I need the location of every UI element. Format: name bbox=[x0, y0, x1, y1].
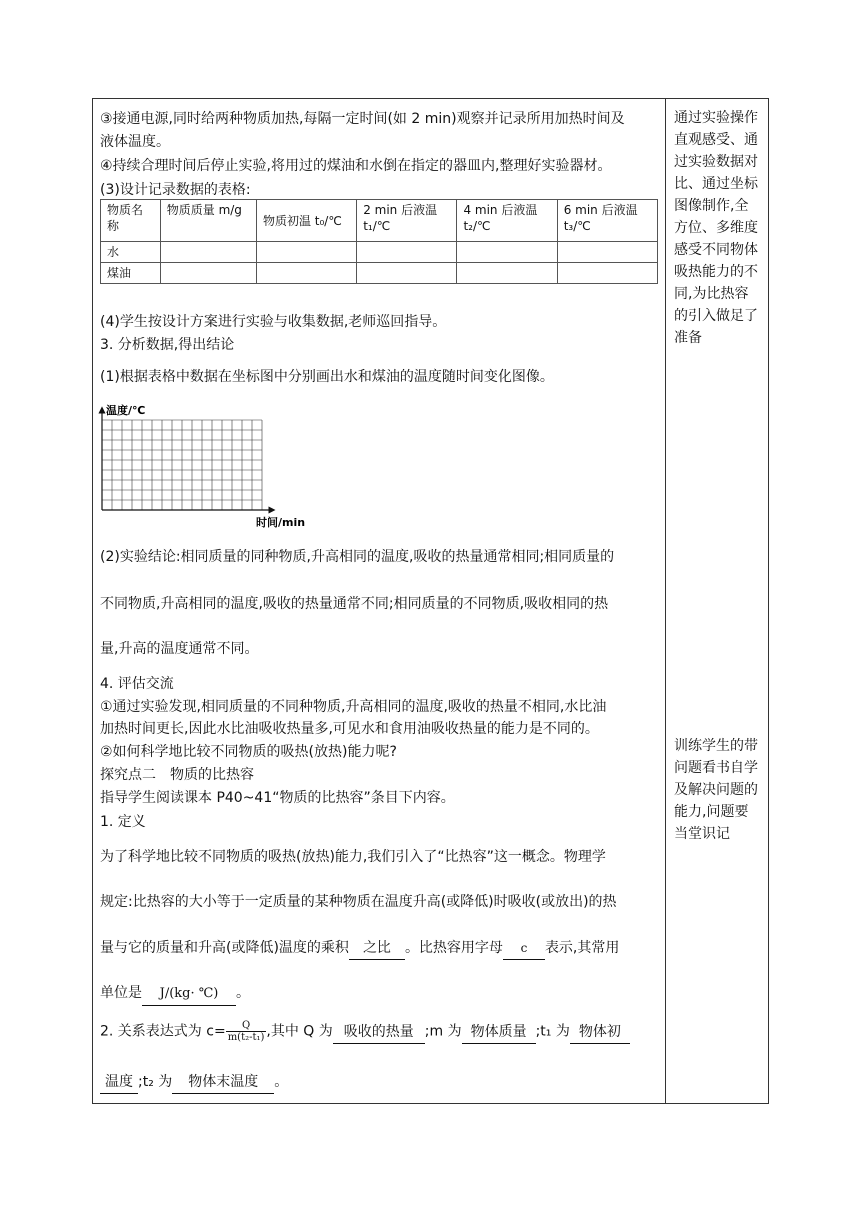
side-note-experiment: 通过实验操作直观感受、通过实验数据对比、通过坐标图像制作,全方位、多维度感受不同物体吸热能力的不同,为比热容的引入做足了准备 bbox=[674, 110, 758, 346]
header-substance: 物质名称 bbox=[101, 200, 161, 242]
conclusion-line1: (2)实验结论:相同质量的同种物质,升高相同的温度,吸收的热量通常相同;相同质量的 bbox=[100, 549, 615, 565]
graph-instruction: (1)根据表格中数据在坐标图中分别画出水和煤油的温度随时间变化图像。 bbox=[100, 369, 554, 385]
formula-line2: 温度 ;t₂ 为 物体末温度 。 bbox=[100, 1071, 288, 1094]
table-row bbox=[101, 263, 658, 284]
x-axis-label: 时间/min bbox=[256, 516, 306, 529]
answer-blank-q: 吸收的热量 bbox=[333, 1021, 425, 1044]
formula-fraction bbox=[226, 1020, 267, 1043]
definition-line4: 单位是 J/(kg· ℃) 。 bbox=[100, 982, 250, 1006]
header-mass: 物质质量 m/g bbox=[160, 200, 256, 242]
formula-line: 2. 关系表达式为 c= $\frac{Q}{\text{m(t₂-t₁)}}$ ,其中 Q 为 吸收的热量 ;m 为 物体质量 ;t₁ 为 物体初 bbox=[100, 1020, 630, 1044]
step3-line1: ③接通电源,同时给两种物质加热,每隔一定时间(如 2 min)观察并记录所用加热时间及 bbox=[100, 111, 625, 127]
header-initial-temp: 物质初温 t₀/℃ bbox=[256, 200, 356, 242]
answer-blank-t2: 物体末温度 bbox=[172, 1071, 274, 1094]
analyze-heading: 3. 分析数据,得出结论 bbox=[100, 337, 235, 353]
conclusion-line3: 量,升高的温度通常不同。 bbox=[100, 641, 259, 657]
design-table-title: (3)设计记录数据的表格: bbox=[100, 182, 251, 198]
answer-blank-t1: 物体初 bbox=[570, 1021, 630, 1044]
table-row bbox=[101, 242, 658, 263]
y-axis-label: 温度/℃ bbox=[106, 404, 146, 417]
record-table-header-row bbox=[101, 200, 658, 242]
graph-grid bbox=[102, 420, 262, 510]
column-divider bbox=[665, 98, 666, 1103]
header-temp-2min: 2 min 后液温 t₁/℃ bbox=[357, 200, 457, 242]
student-experiment-text: (4)学生按设计方案进行实验与收集数据,老师巡回指导。 bbox=[100, 314, 447, 330]
reading-guide: 指导学生阅读课本 P40~41“物质的比热容”条目下内容。 bbox=[100, 790, 455, 806]
header-temp-4min: 4 min 后液温 t₂/℃ bbox=[457, 200, 557, 242]
definition-heading: 1. 定义 bbox=[100, 814, 146, 830]
evaluation-p1-line2: 加热时间更长,因此水比油吸收热量多,可见水和食用油吸收热量的能力是不同的。 bbox=[100, 721, 599, 737]
row-label-water: 水 bbox=[101, 242, 161, 263]
step3-line2: 液体温度。 bbox=[100, 134, 170, 150]
answer-blank-m: 物体质量 bbox=[462, 1021, 536, 1044]
answer-blank-t1-cont: 温度 bbox=[100, 1071, 138, 1094]
answer-blank-ratio: 之比 bbox=[349, 937, 405, 960]
header-temp-6min: 6 min 后液温 t₃/℃ bbox=[557, 200, 657, 242]
definition-line3: 量与它的质量和升高(或降低)温度的乘积 之比 。比热容用字母 c 表示,其常用 bbox=[100, 937, 619, 960]
coordinate-graph bbox=[96, 398, 316, 530]
evaluation-p2: ②如何科学地比较不同物质的吸热(放热)能力呢? bbox=[100, 744, 397, 760]
evaluation-p1-line1: ①通过实验发现,相同质量的不同种物质,升高相同的温度,吸收的热量不相同,水比油 bbox=[100, 699, 607, 715]
answer-blank-letter: c bbox=[503, 937, 545, 960]
definition-line2: 规定:比热容的大小等于一定质量的某种物质在温度升高(或降低)时吸收(或放出)的热 bbox=[100, 894, 617, 910]
definition-line1: 为了科学地比较不同物质的吸热(放热)能力,我们引入了“比热容”这一概念。物理学 bbox=[100, 849, 606, 865]
evaluation-heading: 4. 评估交流 bbox=[100, 676, 174, 692]
side-note-reading: 训练学生的带问题看书自学及解决问题的能力,问题要当堂识记 bbox=[674, 738, 758, 842]
answer-blank-unit: J/(kg· ℃) bbox=[142, 983, 236, 1006]
formula-numerator: Q bbox=[226, 1020, 267, 1032]
row-label-kerosene: 煤油 bbox=[101, 263, 161, 284]
conclusion-line2: 不同物质,升高相同的温度,吸收的热量通常不同;相同质量的不同物质,吸收相同的热 bbox=[100, 596, 609, 612]
formula-denominator: m(t₂-t₁) bbox=[227, 1032, 265, 1043]
explore-point-two: 探究点二 物质的比热容 bbox=[100, 767, 254, 783]
step4-text: ④持续合理时间后停止实验,将用过的煤油和水倒在指定的器皿内,整理好实验器材。 bbox=[100, 158, 612, 174]
record-table bbox=[100, 199, 658, 284]
